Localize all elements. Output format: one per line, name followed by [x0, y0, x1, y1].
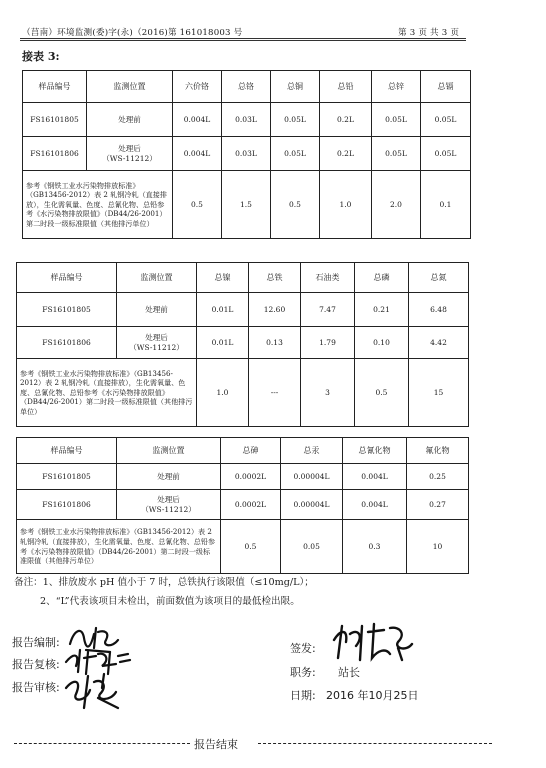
- value-cell: 4.42: [409, 327, 469, 359]
- column-header: 总铬: [222, 71, 271, 103]
- column-header: 总砷: [221, 438, 281, 464]
- table-row: [17, 327, 469, 359]
- results-table-2: [16, 262, 469, 427]
- table-row: [23, 137, 471, 171]
- limit-value: 1.0: [320, 171, 372, 239]
- limit-value: 1.0: [197, 359, 249, 427]
- column-header: 总镍: [197, 263, 249, 293]
- limit-value: 2.0: [372, 171, 421, 239]
- value-cell: 0.05L: [271, 103, 320, 137]
- limit-value: 0.5: [221, 520, 281, 574]
- column-header: 总铁: [249, 263, 301, 293]
- limit-value: ---: [249, 359, 301, 427]
- page-indicator: 第 3 页 共 3 页: [398, 28, 460, 38]
- issuer-label: 签发:: [290, 642, 316, 655]
- continued-table-title: 接表 3:: [22, 50, 60, 63]
- value-cell: 0.004L: [343, 464, 407, 490]
- limit-value: 1.5: [222, 171, 271, 239]
- value-cell: 0.00004L: [281, 490, 343, 520]
- value-cell: 0.03L: [222, 103, 271, 137]
- value-cell: 0.21: [355, 293, 409, 327]
- value-cell: 0.00004L: [281, 464, 343, 490]
- column-header: 总氮: [409, 263, 469, 293]
- column-header: 监测位置: [117, 263, 197, 293]
- standard-reference: 参考《钢铁工业水污染物排放标准》（GB13456-2012）表 2 轧钢冷轧（直接排放），生化需氧量、色度、总氰化物、总铅参考《水污染物排放限值》（DB44/26-2001）第二时段一级标准限值（其他排污单位）: [17, 520, 221, 574]
- limit-value: 0.5: [271, 171, 320, 239]
- standard-limit-row: [17, 520, 469, 574]
- value-cell: 0.03L: [222, 137, 271, 171]
- value-cell: 0.01L: [197, 293, 249, 327]
- sample-id: FS16101805: [17, 464, 117, 490]
- value-cell: 0.004L: [173, 103, 222, 137]
- value-cell: 0.05L: [421, 137, 471, 171]
- table-header-row: [17, 438, 469, 464]
- position-value: 站长: [338, 666, 360, 679]
- column-header: 监测位置: [87, 71, 173, 103]
- limit-value: 10: [407, 520, 469, 574]
- column-header: 石油类: [301, 263, 355, 293]
- value-cell: 6.48: [409, 293, 469, 327]
- auditor-label: 报告审核:: [12, 681, 60, 694]
- location: 处理后 （WS-11212）: [87, 137, 173, 171]
- note-2: 2、“L”代表该项目未检出，前面数值为该项目的最低检出限。: [40, 596, 300, 607]
- column-header: 样品编号: [17, 438, 117, 464]
- report-number: （莒南）环境监测(委)字(永)（2016)第 161018003 号: [22, 28, 243, 38]
- column-header: 样品编号: [17, 263, 117, 293]
- column-header: 总镉: [421, 71, 471, 103]
- location: 处理前: [117, 293, 197, 327]
- value-cell: 0.05L: [372, 103, 421, 137]
- position-label: 职务:: [290, 666, 316, 679]
- limit-value: 0.05: [281, 520, 343, 574]
- column-header: 总氰化物: [343, 438, 407, 464]
- column-header: 氟化物: [407, 438, 469, 464]
- table-row: [17, 293, 469, 327]
- column-header: 总汞: [281, 438, 343, 464]
- value-cell: 7.47: [301, 293, 355, 327]
- standard-reference: 参考《钢铁工业水污染物排放标准》（GB13456-2012）表 2 轧钢冷轧（直接排放），生化需氧量、色度、总氰化物、总铅参考《水污染物排放限值》（DB44/26-2001）第二时段一级标准限值（其他排污单位）: [23, 171, 173, 239]
- location: 处理后 （WS-11212）: [117, 327, 197, 359]
- sample-id: FS16101806: [17, 327, 117, 359]
- column-header: 样品编号: [23, 71, 87, 103]
- value-cell: 0.004L: [173, 137, 222, 171]
- sample-id: FS16101805: [23, 103, 87, 137]
- value-cell: 1.79: [301, 327, 355, 359]
- column-header: 总锌: [372, 71, 421, 103]
- value-cell: 0.0002L: [221, 464, 281, 490]
- column-header: 总铅: [320, 71, 372, 103]
- table-row: [17, 464, 469, 490]
- table-row: [17, 490, 469, 520]
- column-header: 六价铬: [173, 71, 222, 103]
- value-cell: 0.05L: [271, 137, 320, 171]
- value-cell: 0.10: [355, 327, 409, 359]
- limit-value: 3: [301, 359, 355, 427]
- sample-id: FS16101806: [17, 490, 117, 520]
- results-table-3: [16, 437, 469, 574]
- location: 处理后 （WS-11212）: [117, 490, 221, 520]
- compiler-label: 报告编制:: [12, 636, 60, 649]
- report-end-text: 报告结束: [190, 736, 242, 752]
- column-header: 监测位置: [117, 438, 221, 464]
- dashed-rule-right: [258, 743, 492, 744]
- table-header-row: [23, 71, 471, 103]
- sample-id: FS16101806: [23, 137, 87, 171]
- column-header: 总铜: [271, 71, 320, 103]
- results-table-1: [22, 70, 471, 239]
- value-cell: 0.01L: [197, 327, 249, 359]
- value-cell: 0.27: [407, 490, 469, 520]
- value-cell: 0.2L: [320, 137, 372, 171]
- standard-reference: 参考《钢铁工业水污染物排放标准》（GB13456-2012）表 2 轧钢冷轧（直接排放），生化需氧量、色度、总氰化物、总铅参考《水污染物排放限值》（DB44/26-2001）第二时段一级标准限值（其他排污单位）: [17, 359, 197, 427]
- date-label: 日期:: [290, 689, 316, 702]
- limit-value: 0.3: [343, 520, 407, 574]
- header-rule-2: [20, 40, 466, 41]
- limit-value: 0.5: [173, 171, 222, 239]
- location: 处理前: [87, 103, 173, 137]
- header-rule: [20, 38, 466, 39]
- issuer-signature: [328, 618, 418, 664]
- limit-value: 0.5: [355, 359, 409, 427]
- note-1: 备注：1、排放废水 pH 值小于 7 时，总铁执行该限值（≤10mg/L）；: [14, 577, 314, 588]
- dashed-rule-left: [14, 743, 190, 744]
- value-cell: 0.0002L: [221, 490, 281, 520]
- sample-id: FS16101805: [17, 293, 117, 327]
- value-cell: 0.004L: [343, 490, 407, 520]
- value-cell: 12.60: [249, 293, 301, 327]
- value-cell: 0.2L: [320, 103, 372, 137]
- value-cell: 0.25: [407, 464, 469, 490]
- column-header: 总磷: [355, 263, 409, 293]
- value-cell: 0.05L: [421, 103, 471, 137]
- value-cell: 0.05L: [372, 137, 421, 171]
- auditor-signature: [60, 668, 124, 712]
- value-cell: 0.13: [249, 327, 301, 359]
- issue-date: 2016 年10月25日: [326, 689, 419, 702]
- limit-value: 0.1: [421, 171, 471, 239]
- standard-limit-row: [23, 171, 471, 239]
- table-header-row: [17, 263, 469, 293]
- table-row: [23, 103, 471, 137]
- limit-value: 15: [409, 359, 469, 427]
- standard-limit-row: [17, 359, 469, 427]
- location: 处理前: [117, 464, 221, 490]
- reviewer-label: 报告复核:: [12, 658, 60, 671]
